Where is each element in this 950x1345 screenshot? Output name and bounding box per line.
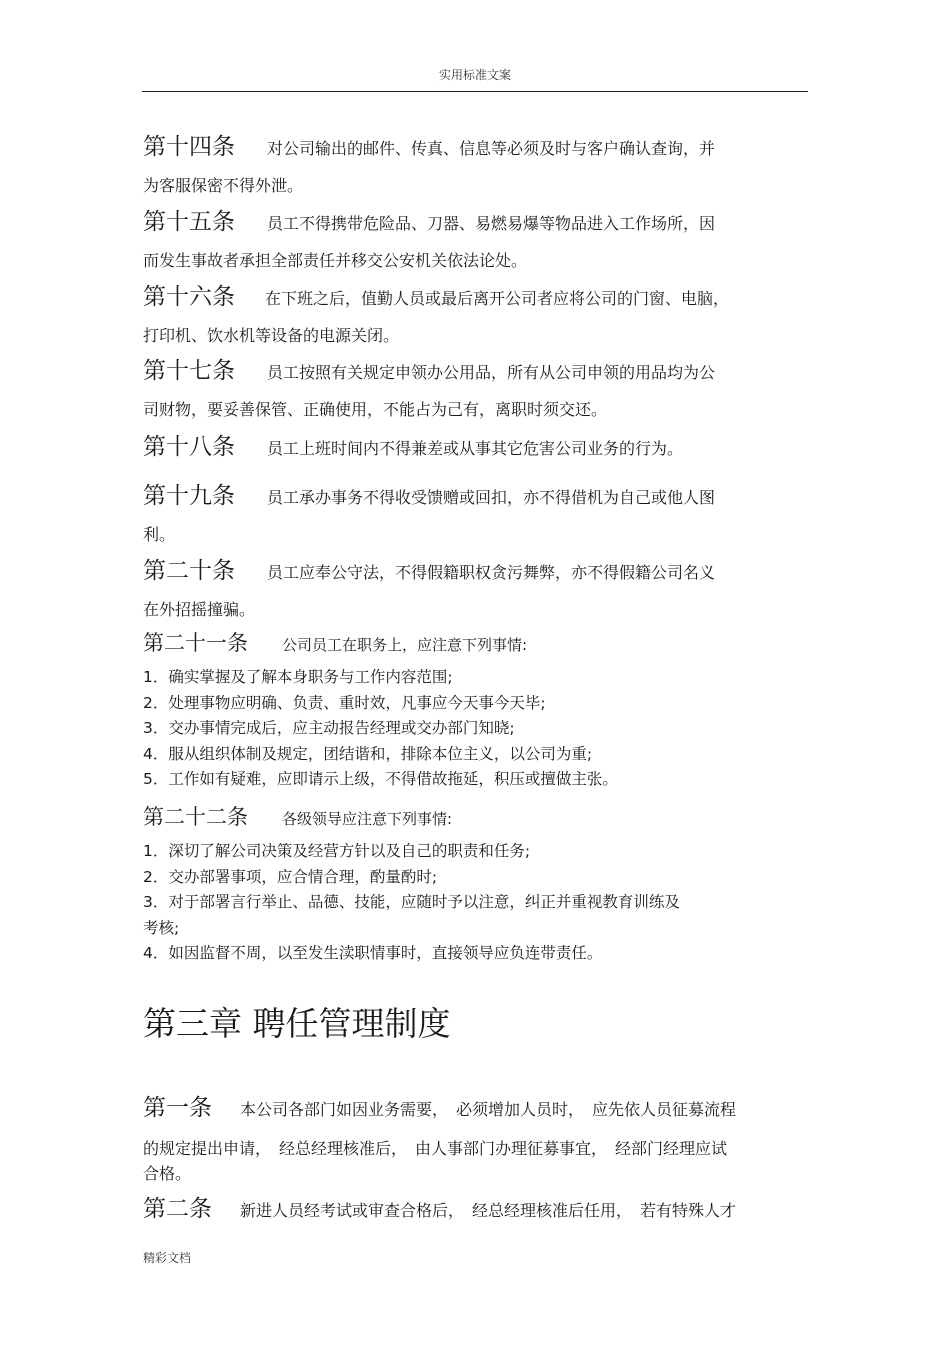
article-text-continued: 利。 [143, 525, 176, 544]
article-title: 第二十一条 [143, 631, 248, 655]
article-text: 员工按照有关规定申领办公用品，所有从公司申领的用品均为公 [267, 363, 716, 382]
article-22 [143, 801, 803, 967]
article-text-continued: 司财物，要妥善保管、正确使用，不能占为己有，离职时须交还。 [143, 400, 608, 419]
article-title: 第十八条 [143, 434, 235, 460]
article-title: 第十四条 [143, 134, 235, 160]
chapter-heading: 第三章 聘任管理制度 [143, 1004, 451, 1043]
chapter3-article-1 [143, 1089, 803, 1184]
article-intro: 公司员工在职务上，应注意下列事情: [282, 636, 528, 654]
article-16 [143, 278, 803, 346]
article-text: 员工应奉公守法，不得假籍职权贪污舞弊，亦不得假籍公司名义 [267, 563, 716, 582]
article-text: 本公司各部门如因业务需要， 必须增加人员时， 应先依人员征募流程 [240, 1100, 737, 1119]
article-intro: 各级领导应注意下列事情: [282, 810, 453, 828]
list-item: 3．交办事情完成后，应主动报告经理或交办部门知晓; [143, 719, 515, 737]
list-item: 1．深切了解公司决策及经营方针以及自己的职责和任务; [143, 842, 531, 860]
article-text: 员工不得携带危险品、刀器、易燃易爆等物品进入工作场所，因 [267, 214, 716, 233]
article-title: 第十九条 [143, 483, 235, 509]
article-title: 第二条 [143, 1196, 212, 1222]
list-item: 5．工作如有疑难，应即请示上级，不得借故拖延，积压或擅做主张。 [143, 770, 618, 788]
article-title: 第二十二条 [143, 805, 248, 829]
duty-list [143, 839, 803, 967]
chapter3-article-2 [143, 1190, 803, 1223]
article-title: 第二十条 [143, 558, 235, 584]
list-item: 3．对于部署言行举止、品德、技能，应随时予以注意，纠正并重视教育训练及 [143, 893, 680, 911]
article-title: 第一条 [143, 1095, 212, 1121]
article-text-continued: 在外招摇撞骗。 [143, 600, 256, 619]
article-text: 对公司输出的邮件、传真、信息等必须及时与客户确认查询，并 [267, 139, 716, 158]
list-item: 4．服从组织体制及规定，团结谐和，排除本位主义，以公司为重; [143, 744, 593, 763]
article-19 [143, 477, 803, 545]
article-text-continued: 的规定提出申请， 经总经理核准后， 由人事部门办理征募事宜， 经部门经理应试 [143, 1139, 728, 1158]
article-15 [143, 203, 803, 271]
page-header: 实用标准文案 [438, 68, 511, 82]
list-item: 1．确实掌握及了解本身职务与工作内容范围; [143, 668, 453, 686]
article-text-continued: 打印机、饮水机等设备的电源关闭。 [143, 326, 400, 345]
article-text: 员工承办事务不得收受馈赠或回扣，亦不得借机为自己或他人图 [267, 488, 716, 507]
article-20 [143, 552, 803, 620]
article-text: 员工上班时间内不得兼差或从事其它危害公司业务的行为。 [267, 439, 684, 458]
article-21 [143, 627, 803, 793]
list-item: 考核; [143, 918, 180, 937]
duty-list [143, 665, 803, 793]
article-title: 第十五条 [143, 209, 235, 235]
article-title: 第十七条 [143, 358, 235, 384]
article-text: 新进人员经考试或审查合格后， 经总经理核准后任用， 若有特殊人才 [240, 1201, 737, 1220]
list-item: 4．如因监督不周，以至发生渎职情事时，直接领导应负连带责任。 [143, 944, 603, 962]
list-item: 2．处理事物应明确、负责、重时效，凡事应今天事今天毕; [143, 693, 546, 712]
header-divider [142, 91, 808, 92]
article-text-continued: 为客服保密不得外泄。 [143, 176, 304, 195]
article-14 [143, 128, 803, 196]
article-text: 在下班之后，值勤人员或最后离开公司者应将公司的门窗、电脑， [265, 289, 730, 308]
page-footer: 精彩文档 [143, 1251, 192, 1265]
article-text-continued: 而发生事故者承担全部责任并移交公安机关依法论处。 [143, 251, 528, 270]
article-17 [143, 352, 803, 420]
article-title: 第十六条 [143, 284, 235, 310]
article-text-continued: 合格。 [143, 1164, 192, 1183]
list-item: 2．交办部署事项，应合情合理，酌量酌时; [143, 867, 438, 886]
article-18 [143, 428, 803, 461]
